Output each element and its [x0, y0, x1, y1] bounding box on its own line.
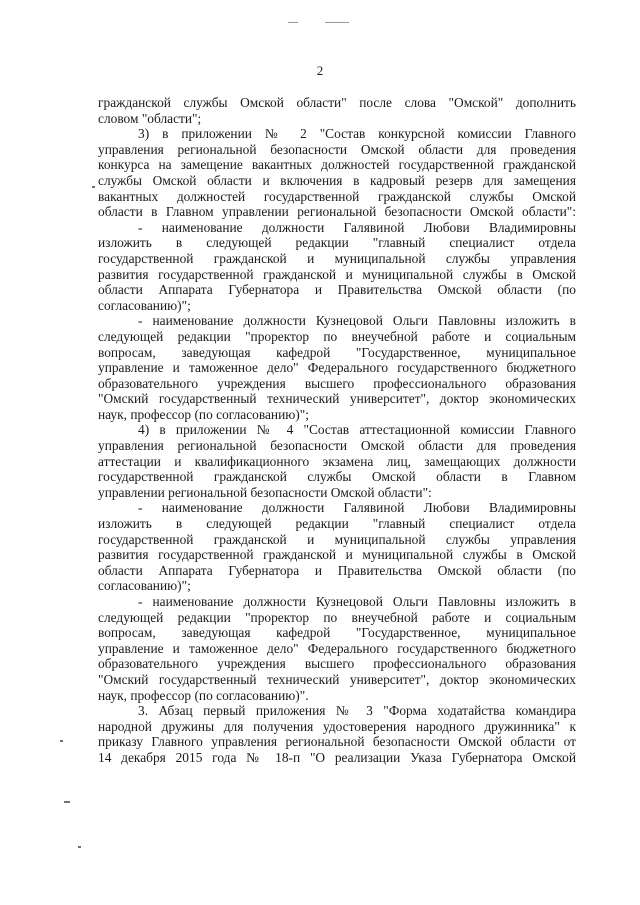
- header-scan-mark: [325, 22, 349, 23]
- text-line: согласованию)";: [98, 578, 191, 594]
- text-line: - наименование должности Галявиной Любови Владимировны: [138, 219, 576, 235]
- text-line: службы Омской области и включения в кадровый резерв для замещения: [98, 172, 576, 188]
- text-line: управления региональной безопасности Омской области для проведения: [98, 438, 576, 454]
- text-line: конкурса на замещение вакантных должностей государственной гражданской: [98, 157, 576, 173]
- text-line: образовательного учреждения высшего профессионального образования: [98, 656, 576, 672]
- text-line: народной дружины для получения удостоверения народного дружинника" к: [98, 718, 576, 734]
- text-line: развития государственной гражданской и муниципальной службы в Омской: [98, 266, 576, 282]
- text-line: - наименование должности Галявиной Любови Владимировны: [138, 500, 576, 516]
- text-line: развития государственной гражданской и муниципальной службы в Омской: [98, 547, 576, 563]
- text-line: государственной гражданской и муниципальной службы управления: [98, 250, 576, 266]
- text-line: словом "области";: [98, 110, 202, 126]
- text-line: "Омский государственный технический университет", доктор экономических: [98, 671, 576, 687]
- text-line: управления региональной безопасности Омской области для проведения: [98, 141, 576, 157]
- text-line: управлении региональной безопасности Омской области":: [98, 484, 432, 500]
- text-line: приказу Главного управления региональной безопасности Омской области от: [98, 734, 576, 750]
- margin-scan-mark: [92, 186, 95, 188]
- text-line: следующей редакции "проректор по внеучебной работе и социальным: [98, 609, 576, 625]
- margin-scan-mark: [60, 740, 63, 742]
- text-line: изложить в следующей редакции "главный специалист отдела: [98, 516, 576, 532]
- text-line: вакантных должностей государственной гражданской службы Омской: [98, 188, 576, 204]
- text-line: образовательного учреждения высшего профессионального образования: [98, 375, 576, 391]
- text-line: области Аппарата Губернатора и Правительства Омской области (по: [98, 282, 576, 298]
- text-line: согласованию)";: [98, 297, 191, 313]
- text-line: 3) в приложении № 2 "Состав конкурсной комиссии Главного: [138, 126, 576, 142]
- text-line: - наименование должности Кузнецовой Ольги Павловны изложить в: [138, 594, 576, 609]
- text-line: наук, профессор (по согласованию)".: [98, 687, 309, 703]
- text-line: государственной гражданской службы Омской области в Главном: [98, 469, 576, 485]
- text-line: области в Главном управлении региональной безопасности Омской области":: [98, 204, 576, 220]
- page-number: 2: [316, 63, 324, 78]
- text-line: вопросам, заведующая кафедрой "Государственное, муниципальное: [98, 344, 576, 360]
- text-line: "Омский государственный технический университет", доктор экономических: [98, 391, 576, 407]
- text-line: управление и таможенное дело" Федерального государственного бюджетного: [98, 640, 576, 656]
- document-body: [98, 95, 576, 766]
- text-line: 3. Абзац первый приложения № 3 "Форма ходатайства командира: [138, 703, 576, 719]
- text-line: вопросам, заведующая кафедрой "Государственное, муниципальное: [98, 625, 576, 641]
- text-line: гражданской службы Омской области" после слова "Омской" дополнить: [98, 95, 576, 110]
- margin-scan-mark: [78, 846, 81, 848]
- header-scan-mark: [288, 22, 298, 23]
- text-line: управление и таможенное дело" Федерального государственного бюджетного: [98, 360, 576, 376]
- text-line: - наименование должности Кузнецовой Ольги Павловны изложить в: [138, 313, 576, 329]
- margin-scan-mark: [64, 801, 70, 803]
- text-line: 14 декабря 2015 года № 18-п "О реализации Указа Губернатора Омской: [98, 749, 576, 765]
- text-line: государственной гражданской и муниципальной службы управления: [98, 531, 576, 547]
- text-line: наук, профессор (по согласованию)";: [98, 406, 309, 422]
- text-line: аттестации и квалификационного экзамена лиц, замещающих должности: [98, 453, 576, 469]
- text-line: следующей редакции "проректор по внеучебной работе и социальным: [98, 328, 576, 344]
- text-line: области Аппарата Губернатора и Правительства Омской области (по: [98, 562, 576, 578]
- text-line: 4) в приложении № 4 "Состав аттестационной комиссии Главного: [138, 422, 576, 438]
- text-line: изложить в следующей редакции "главный специалист отдела: [98, 235, 576, 251]
